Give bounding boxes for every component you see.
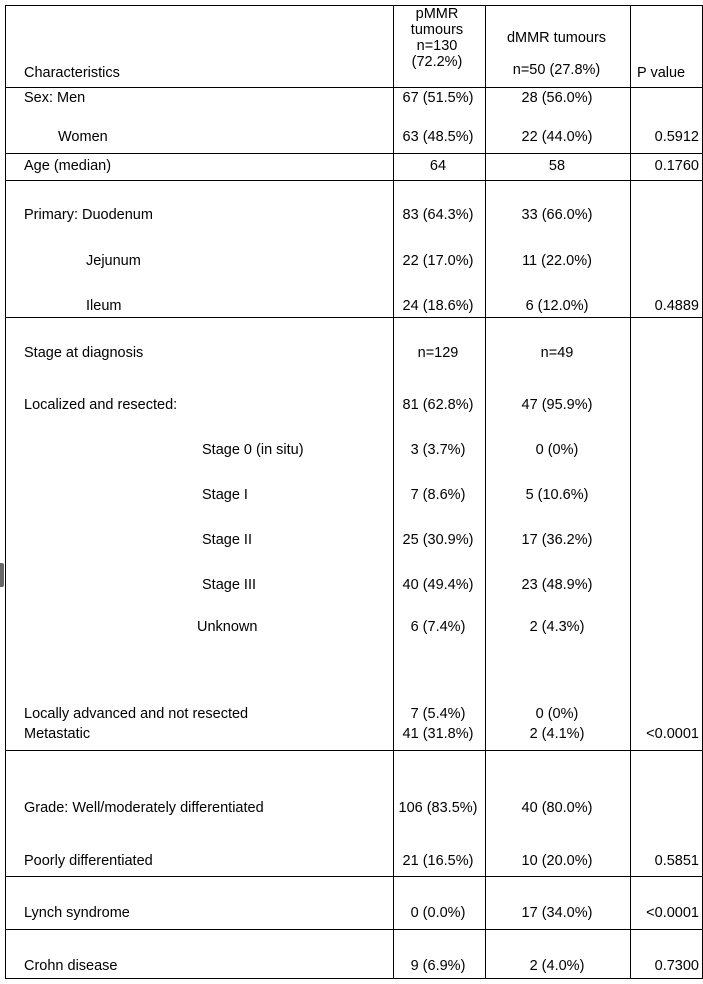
row-pmmr-value: 7 (5.4%) [410, 706, 466, 722]
row-p-value: 0.5851 [654, 853, 699, 869]
row-dmmr-value: n=49 [540, 345, 574, 361]
row-pmmr-value: n=129 [417, 345, 459, 361]
column-divider [393, 6, 394, 978]
row-dmmr-value: 58 [548, 158, 566, 174]
row-pmmr-value: 24 (18.6%) [402, 298, 474, 314]
row-p-value: 0.7300 [654, 958, 699, 974]
row-label: Jejunum [86, 253, 141, 269]
row-label: Stage I [202, 487, 248, 503]
row-label: Age (median) [24, 158, 112, 174]
row-pmmr-value: 63 (48.5%) [402, 129, 474, 145]
row-label: Sex: Men [24, 90, 86, 106]
row-dmmr-value: 2 (4.0%) [529, 958, 585, 974]
row-pmmr-value: 83 (64.3%) [402, 207, 474, 223]
row-p-value: 0.1760 [654, 158, 699, 174]
row-pmmr-value: 7 (8.6%) [410, 487, 466, 503]
row-divider [6, 153, 702, 154]
row-pmmr-value: 64 [429, 158, 447, 174]
row-pmmr-value: 25 (30.9%) [402, 532, 474, 548]
row-label: Localized and resected: [24, 397, 178, 413]
row-dmmr-value: 17 (36.2%) [521, 532, 593, 548]
row-pmmr-value: 81 (62.8%) [402, 397, 474, 413]
row-divider [6, 750, 702, 751]
header-pmmr: pMMR tumours n=130 (72.2%) [410, 6, 464, 70]
row-dmmr-value: 23 (48.9%) [521, 577, 593, 593]
row-pmmr-value: 106 (83.5%) [398, 800, 478, 816]
row-pmmr-value: 21 (16.5%) [402, 853, 474, 869]
header-p-value: P value [637, 65, 686, 81]
row-label: Locally advanced and not resected [24, 706, 249, 722]
row-label: Stage at diagnosis [24, 345, 144, 361]
row-pmmr-value: 9 (6.9%) [410, 958, 466, 974]
row-p-value: 0.4889 [654, 298, 699, 314]
row-dmmr-value: 2 (4.1%) [529, 726, 585, 742]
characteristics-table [5, 5, 703, 979]
row-pmmr-value: 41 (31.8%) [402, 726, 474, 742]
row-label: Primary: Duodenum [24, 207, 153, 223]
row-dmmr-value: 11 (22.0%) [522, 253, 592, 269]
row-pmmr-value: 22 (17.0%) [402, 253, 474, 269]
row-p-value: <0.0001 [646, 726, 699, 742]
row-dmmr-value: 6 (12.0%) [525, 298, 589, 314]
row-pmmr-value: 0 (0.0%) [410, 905, 466, 921]
row-divider [6, 929, 702, 930]
row-label: Crohn disease [24, 958, 118, 974]
row-pmmr-value: 67 (51.5%) [402, 90, 474, 106]
row-label: Ileum [86, 298, 122, 314]
row-dmmr-value: 22 (44.0%) [521, 129, 593, 145]
header-dmmr: dMMR tumours n=50 (27.8%) [506, 30, 607, 78]
page-edge-marker [0, 563, 4, 587]
row-label: Poorly differentiated [24, 853, 153, 869]
column-divider [485, 6, 486, 978]
row-dmmr-value: 2 (4.3%) [529, 619, 585, 635]
row-dmmr-value: 0 (0%) [535, 706, 579, 722]
row-dmmr-value: 28 (56.0%) [521, 90, 593, 106]
row-dmmr-value: 0 (0%) [535, 442, 579, 458]
row-pmmr-value: 40 (49.4%) [402, 577, 474, 593]
row-p-value: 0.5912 [654, 129, 699, 145]
row-pmmr-value: 6 (7.4%) [410, 619, 466, 635]
row-dmmr-value: 5 (10.6%) [525, 487, 589, 503]
row-dmmr-value: 17 (34.0%) [521, 905, 593, 921]
row-label: Metastatic [24, 726, 91, 742]
row-divider [6, 317, 702, 318]
row-dmmr-value: 40 (80.0%) [521, 800, 593, 816]
row-divider [6, 180, 702, 181]
header-characteristics: Characteristics [24, 65, 120, 81]
row-label: Stage III [202, 577, 257, 593]
row-divider [6, 87, 702, 88]
row-dmmr-value: 47 (95.9%) [521, 397, 593, 413]
row-label: Unknown [197, 619, 258, 635]
row-dmmr-value: 10 (20.0%) [521, 853, 593, 869]
column-divider [630, 6, 631, 978]
row-divider [6, 876, 702, 877]
row-p-value: <0.0001 [646, 905, 699, 921]
row-label: Grade: Well/moderately differentiated [24, 800, 264, 816]
row-label: Lynch syndrome [24, 905, 130, 921]
row-label: Stage II [202, 532, 252, 548]
row-label: Women [58, 129, 108, 145]
row-dmmr-value: 33 (66.0%) [521, 207, 593, 223]
row-label: Stage 0 (in situ) [202, 442, 304, 458]
row-pmmr-value: 3 (3.7%) [410, 442, 466, 458]
